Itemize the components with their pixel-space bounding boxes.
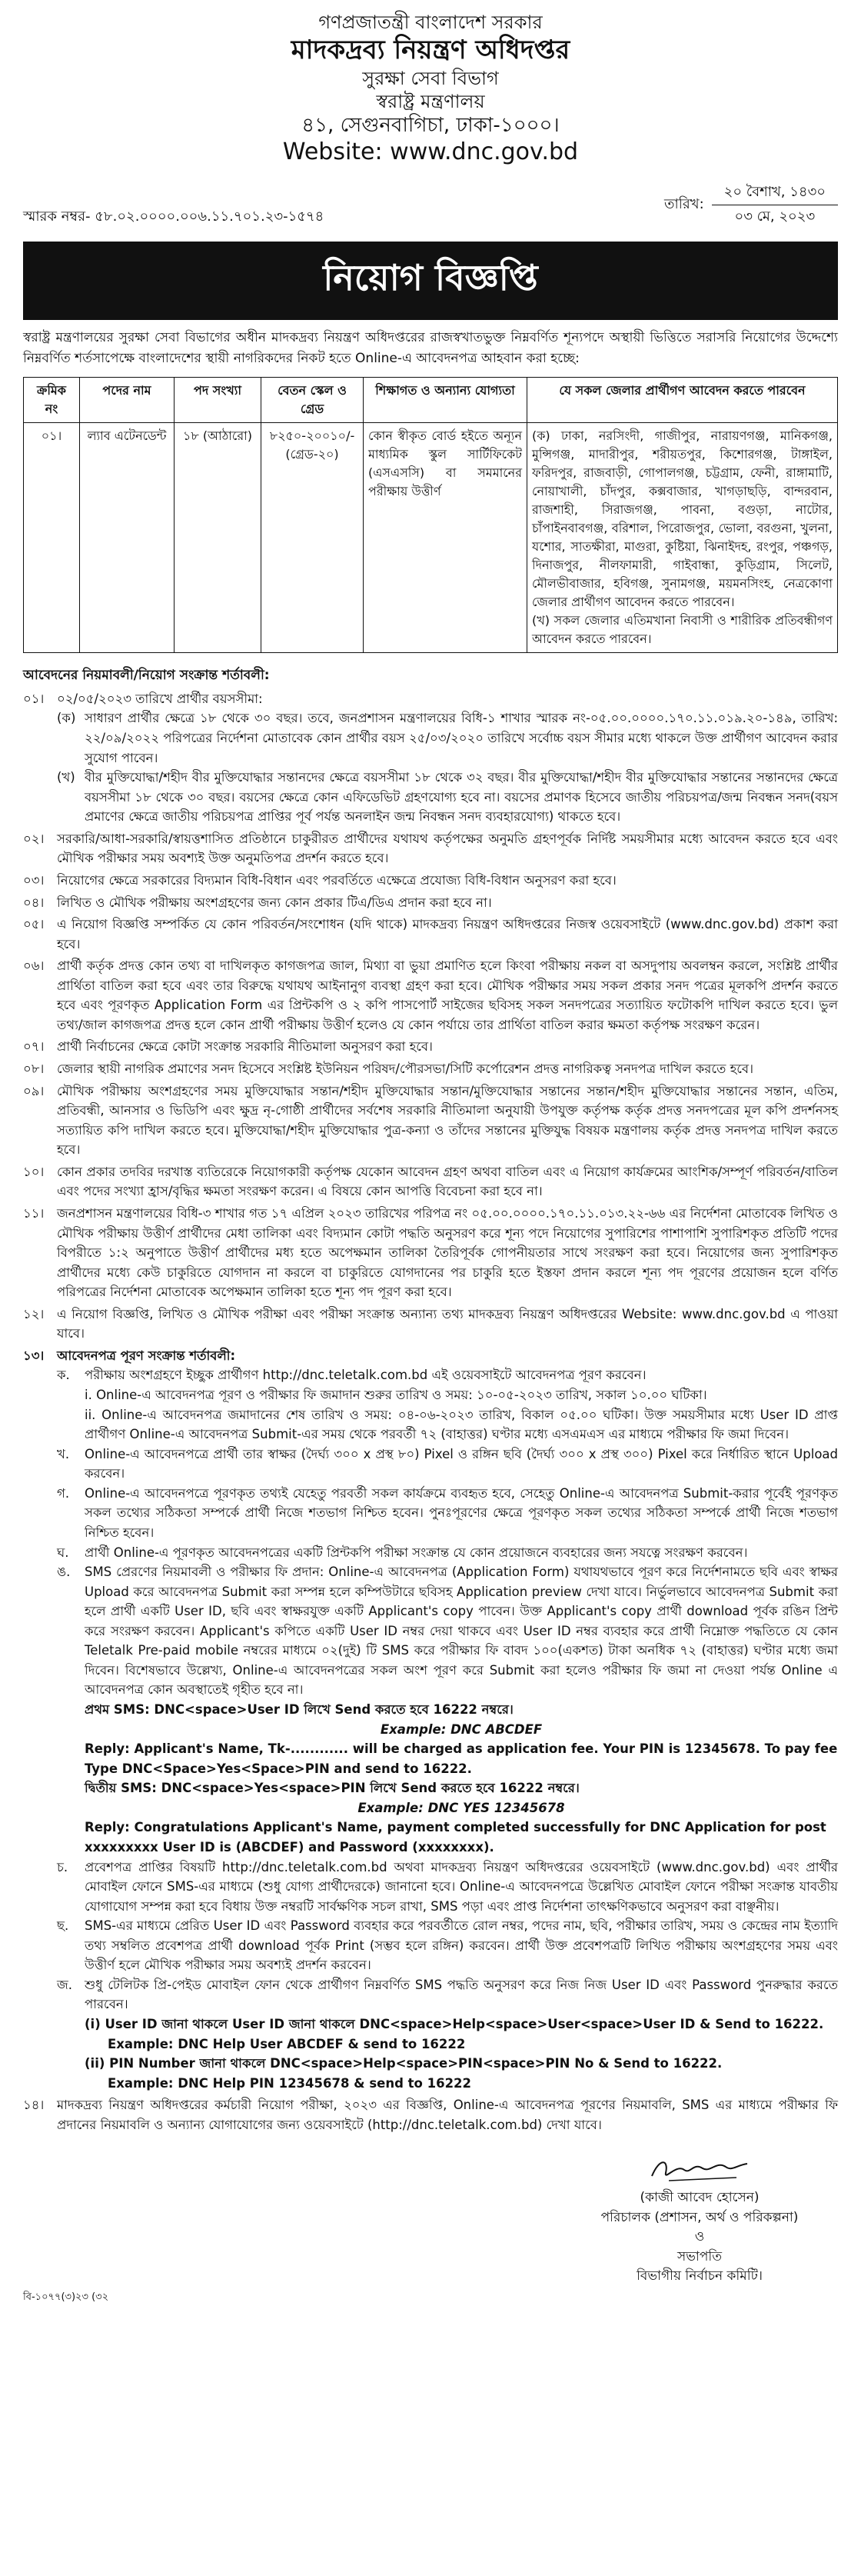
item-number: ছ. — [57, 1918, 69, 1934]
memo-value: ৫৮.০২.০০০০.০০৬.১১.৭০১.২৩-১৫৭৪ — [95, 208, 324, 225]
districts-b: (খ) সকল জেলার এতিমখানা নিবাসী ও শারীরিক প্রতিবন্ধীগণ আবেদন করতে পারবেন। — [532, 612, 833, 646]
department-name: মাদকদ্রব্য নিয়ন্ত্রণ অধিদপ্তর — [291, 35, 570, 65]
item-text: প্রার্থী কর্তৃক প্রদত্ত কোন তথ্য বা দাখিলকৃত কাগজপত্র জাল, মিথ্যা বা ভুয়া প্রমাণিত হলে কিংবা পরীক্ষায় নকল বা অসদুপায় অবলম্বন করলে, সংশ্লিষ্ট প্রার্থীর প্রার্থিতা বাতিল করা হবে এবং তার বিরুদ্ধে যথাযথ আইনানুগ ব্যবস্থা গ্রহণ করা হবে। মৌখিক পরীক্ষার সময় সকল প্রকার সনদ পত্রের মূলকপি প্রদর্শন করতে হবে এবং পূরণকৃত Application Form এর প্রিন্টকপি ও ২ কপি পাসপোর্ট সাইজের ছবিসহ সকল সনদপত্রের সত্যায়িত ফটোকপি দাখিল করতে হবে। ভুল তথ্য/জাল কাগজপত্র প্রদত্ত হলে কোন প্রার্থী পরীক্ষায় উত্তীর্ণ হলেও যে কোন পর্যায়ে তার প্রার্থিতা বাতিল করার ক্ষমতা কর্তৃপক্ষ সংরক্ষণ করেন। — [57, 958, 838, 1032]
item-text: SMS-এর মাধ্যমে প্রেরিত User ID এবং Password ব্যবহার করে পরবর্তীতে রোল নম্বর, পদের নাম, ছবি, পরীক্ষার তারিখ, সময় ও কেন্দ্রের নাম ইত্যাদি তথ্য সম্বলিত প্রবেশপত্র প্রার্থী download পূর্বক Print (সম্ভব হলে রঙ্গিন) করবেন। প্রার্থী উক্ত প্রবেশপত্রটি লিখিত পরীক্ষায় অংশগ্রহণের সময় এবং উত্তীর্ণ হলে মৌখিক পরীক্ষার সময় অবশ্যই প্রদর্শন করবেন। — [85, 1918, 838, 1973]
item-text: Online-এ আবেদনপত্রে প্রার্থী তার স্বাক্ষর (দৈর্ঘ্য ৩০০ x প্রস্থ ৮০) Pixel ও রঙ্গিন ছবি (দৈর্ঘ্য ৩০০ x প্রস্থ ৩০০) Pixel করে নির্ধারিত স্থানে Upload করবেন। — [85, 1446, 838, 1481]
date-label: তারিখ: — [664, 195, 704, 212]
address: ৪১, সেগুনবাগিচা, ঢাকা-১০০০। — [301, 113, 560, 137]
item-number: ০৬। — [23, 958, 45, 974]
circular-page — [23, 0, 838, 2306]
condition-subitem — [57, 1916, 838, 1975]
districts-a: (ক) ঢাকা, নরসিংদী, গাজীপুর, নারায়ণগঞ্জ, মানিকগঞ্জ, মুন্সিগঞ্জ, মাদারীপুর, শরীয়তপুর, কিশোরগঞ্জ, টাঙ্গাইল, ফরিদপুর, রাজবাড়ী, গোপালগঞ্জ, চট্টগ্রাম, ফেনী, রাঙ্গামাটি, নোয়াখালী, চাঁদপুর, কক্সবাজার, খাগড়াছড়ি, বান্দরবান, রাজশাহী, সিরাজগঞ্জ, পাবনা, বগুড়া, নাটোর, চাঁপাইনবাবগঞ্জ, বরিশাল, পিরোজপুর, ভোলা, বরগুনা, খুলনা, যশোর, সাতক্ষীরা, মাগুরা, কুষ্টিয়া, ঝিনাইদহ, রংপুর, পঞ্চগড়, দিনাজপুর, নীলফামারী, গাইবান্ধা, কুড়িগ্রাম, সিলেট, মৌলভীবাজার, হবিগঞ্জ, সুনামগঞ্জ, ময়মনসিংহ, নেত্রকোণা জেলার প্রার্থীগণ আবেদন করতে পারবেন। — [532, 428, 833, 609]
item-number: ঙ. — [57, 1565, 71, 1580]
item-text — [85, 1365, 838, 1444]
item-text: লিখিত ও মৌখিক পরীক্ষায় অংশগ্রহণের জন্য কোন প্রকার টিএ/ডিএ প্রদান করা হবে না। — [57, 895, 492, 910]
condition-subitem — [57, 708, 838, 768]
condition-subitem — [57, 1858, 838, 1917]
sms-reply-1: Reply: Applicant's Name, Tk-............ will be charged as application fee. Your PIN is 12345678. To pay fee Type DNC<Space>Yes<Space>PIN and send to 16222. — [85, 1741, 838, 1776]
memo-label: স্মারক নম্বর- — [23, 208, 91, 225]
table-row — [24, 422, 838, 652]
apply-start-text: i. Online-এ আবেদনপত্র পূরণ ও পরীক্ষার ফি জমাদান শুরুর তারিখ ও সময়: ১০-০৫-২০২৩ তারিখ, সকাল ১০.০০ ঘটিকা। — [85, 1388, 707, 1402]
item-number: ০৯। — [23, 1083, 45, 1098]
item-text: নিয়োগের ক্ষেত্রে সরকারের বিদ্যমান বিধি-বিধান এবং পরবর্তিতে এক্ষেত্রে প্রযোজ্য বিধি-বিধান অনুসরণ করা হবে। — [57, 872, 617, 888]
cell-count: ১৮ (আঠারো) — [175, 422, 261, 652]
col-serial: ক্রমিক নং — [24, 377, 80, 422]
item-number: ০৭। — [23, 1039, 45, 1055]
condition-item — [23, 1346, 838, 1366]
item-number: খ. — [57, 1446, 70, 1461]
condition-item — [23, 1081, 838, 1160]
condition-subitem — [57, 1365, 838, 1444]
sms-example-2: Example: DNC YES 12345678 — [357, 1800, 565, 1815]
condition-item — [23, 1037, 838, 1057]
recovery-intro: শুধু টেলিটক প্রি-পেইড মোবাইল ফোন থেকে প্রার্থীগণ নিম্নবর্ণিত SMS পদ্ধতি অনুসরণ করে নিজ নিজ User ID এবং Password পুনরুদ্ধার করতে পারবেন। — [85, 1977, 838, 2012]
condition-item — [23, 915, 838, 954]
item-text: কোন প্রকার তদবির দরখাস্ত ব্যতিরেকে নিয়োগকারী কর্তৃপক্ষ যেকোন আবেদন গ্রহণ অথবা বাতিল এবং এ নিয়োগ কার্যক্রমের আংশিক/সম্পূর্ণ পরিবর্তন/বাতিল এবং পদের সংখ্যা হ্রাস/বৃদ্ধির ক্ষমতা সংরক্ষণ করেন। এ বিষয়ে কোন আপত্তি বিবেচনা করা হবে না। — [57, 1164, 838, 1199]
cell-post: ল্যাব এটেনডেন্ট — [80, 422, 175, 652]
condition-item — [23, 871, 838, 891]
item-number: ক. — [57, 1368, 70, 1383]
cell-serial: ০১। — [24, 422, 80, 652]
condition-item — [23, 1059, 838, 1079]
item-text: ০২/০৫/২০২৩ তারিখে প্রার্থীর বয়সসীমা: — [57, 691, 263, 706]
memo-date — [664, 181, 838, 229]
signature-block — [561, 2153, 838, 2287]
item-number: চ. — [57, 1859, 68, 1875]
ministry-name: স্বরাষ্ট্র মন্ত্রণালয় — [376, 90, 485, 112]
signatory-name: (কাজী আবেদ হোসেন) — [640, 2190, 760, 2206]
govt-name: গণপ্রজাতন্ত্রী বাংলাদেশ সরকার — [318, 12, 543, 33]
condition-item — [23, 1305, 838, 1344]
item-text: মাদকদ্রব্য নিয়ন্ত্রণ অধিদপ্তরের কর্মচারী নিয়োগ পরীক্ষা, ২০২৩ এর বিজ্ঞপ্তি, Online-এ আবেদনপত্র পূরণের নিয়মাবলি, SMS এর মাধ্যমে পরীক্ষার ফি প্রদানের নিয়মাবলি ও অন্যান্য যোগাযোগের জন্য ওয়েবসাইটে (http://dnc.teletalk.com.bd) দেখা যাবে। — [57, 2098, 838, 2132]
item-number: ০৫। — [23, 917, 45, 932]
recovery-pin-example: Example: DNC Help PIN 12345678 & send to 16222 — [108, 2075, 472, 2091]
condition-item — [23, 893, 838, 913]
item-text: সরকারি/আধা-সরকারি/স্বায়ত্তশাসিত প্রতিষ্ঠানে চাকুরীরত প্রার্থীদের যথাযথ কর্তৃপক্ষের অনুমতি গ্রহণপূর্বক নির্দিষ্ট সময়সীমার মধ্যে আবেদন করতে হবে এবং মৌখিক পরীক্ষার সময় অবশ্যই উক্ত অনুমতিপত্র প্রদর্শন করতে হবে। — [57, 831, 838, 866]
item-number: ১১। — [23, 1205, 45, 1221]
item-number: ০৪। — [23, 895, 45, 910]
intro-paragraph: স্বরাষ্ট্র মন্ত্রণালয়ের সুরক্ষা সেবা বিভাগের অধীন মাদকদ্রব্য নিয়ন্ত্রণ অধিদপ্তরের রাজস্বখাতভুক্ত নিম্নবর্ণিত শূন্যপদে অস্থায়ী ভিত্তিতে সরাসরি নিয়োগের উদ্দেশ্যে নিম্নবর্ণিত শর্তসাপেক্ষে বাংলাদেশের স্থায়ী নাগরিকদের নিকট হতে Online-এ আবেদনপত্র আহবান করা হচ্ছে: — [23, 329, 838, 366]
item-text: বীর মুক্তিযোদ্ধা/শহীদ বীর মুক্তিযোদ্ধার সন্তানদের ক্ষেত্রে বয়সসীমা ১৮ থেকে ৩২ বছর। বীর মুক্তিযোদ্ধা/শহীদ বীর মুক্তিযোদ্ধার সন্তানের সন্তানদের ক্ষেত্রে বয়সসীমা ১৮ থেকে ৩০ বছর। বয়সের ক্ষেত্রে কোন এফিডেভিট গ্রহণযোগ্য হবে না। বয়সের প্রমাণক হিসেবে জাতীয় পরিচয়পত্র/জন্ম নিবন্ধন সনদ(বয়স প্রমাণের ক্ষেত্রে জাতীয় পরিচয়পত্র প্রাপ্তির পূর্ব পর্যন্ত অনলাইন জন্ম নিবন্ধন সনদ ব্যবহারযোগ্য) থাকতে হবে। — [85, 770, 838, 825]
item-text: এ নিয়োগ বিজ্ঞপ্তি সম্পর্কিত যে কোন পরিবর্তন/সংশোধন (যদি থাকে) মাদকদ্রব্য নিয়ন্ত্রণ অধিদপ্তরের নিজস্ব ওয়েবসাইটে (www.dnc.gov.bd) প্রকাশ করা হবে। — [57, 917, 838, 951]
memo-row — [23, 181, 838, 229]
item-text: প্রার্থী নির্বাচনের ক্ষেত্রে কোটা সংক্রান্ত সরকারি নীতিমালা অনুসরণ করা হবে। — [57, 1039, 433, 1055]
condition-item — [23, 689, 838, 709]
signatory-conj: ও — [694, 2229, 705, 2245]
apply-website-text: পরীক্ষায় অংশগ্রহণে ইচ্ছুক প্রার্থীগণ http://dnc.teletalk.com.bd এই ওয়েবসাইটে আবেদনপত্র পূরণ করবেন। — [85, 1368, 647, 1383]
table-header-row — [24, 377, 838, 422]
notice-banner: নিয়োগ বিজ্ঞপ্তি — [23, 242, 838, 320]
date-bangla: ২০ বৈশাখ, ১৪৩০ — [712, 181, 838, 205]
item-text: আবেদনপত্র পূরণ সংক্রান্ত শর্তাবলী: — [57, 1348, 236, 1363]
signature-area — [23, 2153, 838, 2287]
item-number: গ. — [57, 1485, 70, 1501]
recovery-userid: (i) User ID জানা থাকলে User ID জানা থাকলে DNC<space>Help<space>User<space>User ID & Send to 16222. — [85, 2017, 824, 2031]
cell-qualification: কোন স্বীকৃত বোর্ড হইতে অন্যূন মাধ্যমিক স্কুল সার্টিফিকেট (এসএসসি) বা সমমানের পরীক্ষায় উত্তীর্ণ — [364, 422, 527, 652]
col-qualification: শিক্ষাগত ও অন্যান্য যোগ্যতা — [364, 377, 527, 422]
condition-subitem — [57, 1562, 838, 1700]
condition-subitem — [57, 1445, 838, 1484]
condition-item — [23, 2095, 838, 2134]
condition-subitem — [57, 1484, 838, 1543]
item-number: (ক) — [57, 711, 76, 726]
website: Website: www.dnc.gov.bd — [282, 138, 579, 165]
item-text: প্রবেশপত্র প্রাপ্তির বিষয়টি http://dnc.teletalk.com.bd অথবা মাদকদ্রব্য নিয়ন্ত্রণ অধিদপ্তরের ওয়েবসাইটে (www.dnc.gov.bd) এবং প্রার্থীর মোবাইল ফোনে SMS-এর মাধ্যমে (শুধু যোগ্য প্রার্থীদেরকে) জানানো হবে। Online-এ আবেদনপত্রে উল্লেখিত মোবাইল ফোনে পরীক্ষা সংক্রান্ত যাবতীয় যোগাযোগ সম্পন্ন করা হবে বিধায় উক্ত নম্বরটি সার্বক্ষণিক সচল রাখা, SMS পড়া এবং প্রাপ্ত নির্দেশনা তাৎক্ষণিকভাবে অনুসরণ করা বাঞ্ছনীয়। — [85, 1859, 838, 1914]
item-number: ১৩। — [23, 1348, 45, 1363]
item-number: জ. — [57, 1977, 73, 1992]
item-number: ০১। — [23, 691, 45, 706]
col-scale: বেতন স্কেল ও গ্রেড — [261, 377, 364, 422]
item-number: ১৪। — [23, 2098, 45, 2113]
item-text — [85, 1975, 838, 2093]
sms-first: প্রথম SMS: DNC<space>User ID লিখে Send করতে হবে 16222 নম্বরে। — [85, 1702, 514, 1717]
item-number: ১০। — [23, 1164, 45, 1179]
condition-subitem — [57, 1975, 838, 2093]
division-name: সুরক্ষা সেবা বিভাগ — [362, 67, 499, 89]
cell-districts — [527, 422, 838, 652]
date-english: ০৩ মে, ২০২৩ — [734, 208, 816, 225]
condition-subitem — [57, 768, 838, 827]
item-number: ঘ. — [57, 1545, 69, 1560]
sms-reply-2: Reply: Congratulations Applicant's Name, payment completed successfully for DNC Application for post xxxxxxxxx User ID is (ABCDEF) and Password (xxxxxxxx). — [85, 1820, 826, 1855]
item-text: প্রার্থী Online-এ পূরণকৃত আবেদনপত্রের একটি প্রিন্টকপি পরীক্ষা সংক্রান্ত যে কোন প্রয়োজনে ব্যবহারের জন্য সযত্নে সংরক্ষণ করবেন। — [85, 1545, 748, 1560]
item-text: এ নিয়োগ বিজ্ঞপ্তি, লিখিত ও মৌখিক পরীক্ষা এবং পরীক্ষা সংক্রান্ত অন্যান্য তথ্য মাদকদ্রব্য নিয়ন্ত্রণ অধিদপ্তরের Website: www.dnc.gov.bd এ পাওয়া যাবে। — [57, 1306, 838, 1341]
cell-scale: ৮২৫০-২০০১০/- (গ্রেড-২০) — [261, 422, 364, 652]
item-number: ০৩। — [23, 872, 45, 888]
item-text: মৌখিক পরীক্ষায় অংশগ্রহণের সময় মুক্তিযোদ্ধার সন্তান/শহীদ মুক্তিযোদ্ধার সন্তান/মুক্তিযোদ্ধার সন্তানের সন্তান/শহীদ মুক্তিযোদ্ধার সন্তানের সন্তান, এতিম, প্রতিবন্ধী, আনসার ও ভিডিপি এবং ক্ষুদ্র নৃ-গোষ্ঠী প্রার্থীদের সর্বশেষ সরকারি নীতিমালা অনুযায়ী উপযুক্ত কর্তৃপক্ষ কর্তৃক প্রদত্ত সনদপত্রের মূল কপি প্রদর্শনসহ সত্যায়িত কপি দাখিল করতে হবে। মুক্তিযোদ্ধা/শহীদ মুক্তিযোদ্ধার পুত্র-কন্যা ও তাঁদের সন্তানের মুক্তিযুদ্ধ বিষয়ক মন্ত্রণালয় কর্তৃক প্রদত্ত সনদপত্র দাখিল করতে হবে। — [57, 1083, 838, 1158]
condition-item — [23, 1204, 838, 1302]
col-count: পদ সংখ্যা — [175, 377, 261, 422]
handwritten-signature — [646, 2153, 753, 2188]
item-text: জনপ্রশাসন মন্ত্রণালয়ের বিধি-৩ শাখার গত ১৭ এপ্রিল ২০২৩ তারিখের পরিপত্র নং ০৫.০০.০০০০.১৭০.১১.০১৩.২২-৬৬ এর নির্দেশনা মোতাবেক লিখিত ও মৌখিক পরীক্ষায় উত্তীর্ণ প্রার্থীদের মেধা তালিকা এবং বিদ্যমান কোটা পদ্ধতি অনুসরণ করে শূন্য পদে নিয়োগের সুপারিশের পাশাপাশি সুপারিশকৃত প্রতিটি পদের বিপরীতে ১:২ অনুপাতে উত্তীর্ণ প্রার্থীদের মধ্য হতে অপেক্ষমান তালিকা তৈরিপূর্বক গোপনীয়তার সাথে সংরক্ষণ করা হবে। নিয়োগের জন্য সুপারিশকৃত প্রার্থীদের মধ্যে কেউ চাকুরিতে যোগদান না করলে বা চাকুরিতে যোগদানের পর চাকুরি হতে ইস্তফা প্রদান করলে শূন্য পদ পূরণের প্রয়োজন হলে বর্ণিত পরিপত্রের নির্দেশনা মোতাবেক অপেক্ষমান তালিকা হতে শূন্য পদ পূরণ করা হবে। — [57, 1205, 838, 1300]
recovery-userid-example: Example: DNC Help User ABCDEF & send to 16222 — [108, 2036, 466, 2051]
sms-second: দ্বিতীয় SMS: DNC<space>Yes<space>PIN লিখে Send করতে হবে 16222 নম্বরে। — [85, 1781, 580, 1796]
condition-item — [23, 1162, 838, 1201]
item-text: Online-এ আবেদনপত্রে পূরণকৃত তথ্যই যেহেতু পরবর্তী সকল কার্যক্রমে ব্যবহৃত হবে, সেহেতু Online-এ আবেদনপত্র Submit-করার পূর্বেই পূরণকৃত সকল তথ্যের সঠিকতা সম্পর্কে প্রার্থী নিজে শতভাগ নিশ্চিত হবেন। পুনঃপূরণের ক্ষেত্রে পূরণকৃত সকল তথ্যের সঠিকতা সম্পর্কে প্রার্থী নিজে শতভাগ নিশ্চিত হবেন। — [85, 1485, 838, 1540]
col-post: পদের নাম — [80, 377, 175, 422]
conditions-title: আবেদনের নিয়মাবলী/নিয়োগ সংক্রান্ত শর্তাবলী: — [23, 667, 270, 683]
condition-item — [23, 829, 838, 868]
footer-code: বি-১০৭৭(৩)২৩ (৩২ — [23, 2291, 109, 2303]
item-number: ০২। — [23, 831, 45, 846]
item-text: জেলার স্থায়ী নাগরিক প্রমাণের সনদ হিসেবে সংশ্লিষ্ট ইউনিয়ন পরিষদ/পৌরসভা/সিটি কর্পোরেশন প্রদত্ত নাগরিকত্ব সনদপত্র দাখিল করতে হবে। — [57, 1061, 753, 1076]
item-number: (খ) — [57, 770, 75, 785]
apply-end-text: ii. Online-এ আবেদনপত্র জমাদানের শেষ তারিখ ও সময়: ০৪-০৬-২০২৩ তারিখ, বিকাল ০৫.০০ ঘটিকা। উক্ত সময়সীমার মধ্যে User ID প্রাপ্ত প্রার্থীগণ Online-এ আবেদনপত্র Submit-এর সময় থেকে পরবর্তী ৭২ (বাহাত্তর) ঘণ্টার মধ্যে এসএমএস এর মাধ্যমে পরীক্ষার ফি জমা দিবেন। — [85, 1407, 838, 1442]
signatory-title-1: পরিচালক (প্রশাসন, অর্থ ও পরিকল্পনা) — [600, 2209, 799, 2225]
item-number: ১২। — [23, 1306, 45, 1321]
item-text: সাধারণ প্রার্থীর ক্ষেত্রে ১৮ থেকে ৩০ বছর। তবে, জনপ্রশাসন মন্ত্রণালয়ের বিধি-১ শাখার স্মারক নং-০৫.০০.০০০০.১৭০.১১.০১৯.২০-১৪৯, তারিখ: ২২/০৯/২০২২ পরিপত্রের নির্দেশনা মোতাবেক কোন প্রার্থীর বয়স ২৫/০৩/২০২০ তারিখে সর্বোচ্চ বয়স সীমার মধ্যে থাকলে উক্ত প্রার্থীগণ আবেদন করার সুযোগ পাবেন। — [85, 711, 838, 765]
sms-example-1: Example: DNC ABCDEF — [380, 1721, 543, 1737]
condition-item — [23, 956, 838, 1035]
condition-subitem — [57, 1543, 838, 1563]
header — [23, 11, 838, 167]
recovery-pin: (ii) PIN Number জানা থাকলে DNC<space>Help<space>PIN<space>PIN No & Send to 16222. — [85, 2056, 723, 2071]
posts-table — [23, 377, 838, 653]
item-text: SMS প্রেরণের নিয়মাবলী ও পরীক্ষার ফি প্রদান: Online-এ আবেদনপত্র (Application Form) যথাযথভাবে পূরণ করে নির্দেশনামতে ছবি এবং স্বাক্ষর Upload করে আবেদনপত্র Submit করা সম্পন্ন হলে কম্পিউটারে ছবিসহ Application preview দেখা যাবে। নির্ভুলভাবে আবেদনপত্র Submit করা হলে প্রার্থী একটি User ID, ছবি এবং স্বাক্ষরযুক্ত একটি Applicant's copy পাবেন। উক্ত Applicant's copy প্রার্থী download পূর্বক রঙিন প্রিন্ট করে সংরক্ষণ করবেন। Applicant's কপিতে একটি User ID নম্বর দেয়া থাকবে এবং User ID নম্বর ব্যবহার করে প্রার্থী নিম্নোক্ত পদ্ধতিতে যে কোন Teletalk Pre-paid mobile নম্বরের মাধ্যমে ০২(দুই) টি SMS করে পরীক্ষার ফি বাবদ ১০০(একশত) টাকা অনধিক ৭২ (বাহাত্তর) ঘণ্টার মধ্যে জমা দিবেন। বিশেষভাবে উল্লেখ্য, Online-এ আবেদনপত্রের সকল অংশ পূরণ করে Submit করা হলেও পরীক্ষার ফি জমা না দেওয়া পর্যন্ত Online এ আবেদনপত্র কোন অবস্থাতেই গৃহীত হবে না। — [85, 1565, 838, 1698]
date-box — [712, 181, 838, 229]
signatory-title-3: বিভাগীয় নির্বাচন কমিটি। — [637, 2268, 763, 2284]
signatory-title-2: সভাপতি — [677, 2248, 722, 2264]
col-districts: যে সকল জেলার প্রার্থীগণ আবেদন করতে পারবেন — [527, 377, 838, 422]
memo-number — [23, 205, 324, 229]
item-number: ০৮। — [23, 1061, 45, 1076]
